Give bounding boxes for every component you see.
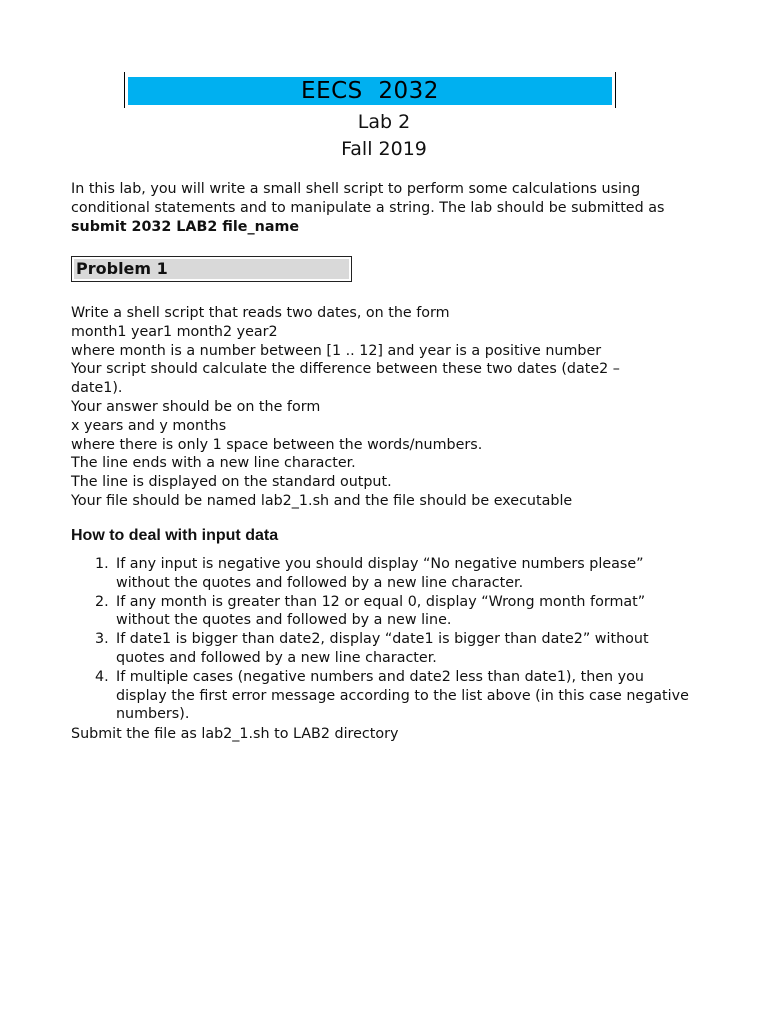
- list-item-text: If date1 is bigger than date2, display “date1 is bigger than date2” without quotes and followed by a new line character.: [116, 631, 649, 666]
- problem-line: The line is displayed on the standard output.: [71, 474, 392, 491]
- problem-line: month1 year1 month2 year2: [71, 323, 278, 340]
- list-item-number: 1.: [95, 556, 109, 572]
- problem-line: x years and y months: [71, 417, 227, 434]
- lab-number: Lab 2: [357, 111, 411, 133]
- list-item: [95, 630, 695, 668]
- problem-line: The line ends with a new line character.: [71, 455, 356, 472]
- intro-text: In this lab, you will write a small shell script to perform some calculations using conditional statements and to manipulate a string. The lab should be submitted as: [71, 181, 665, 216]
- term: Fall 2019: [341, 138, 427, 160]
- submit-instruction: Submit the file as lab2_1.sh to LAB2 directory: [71, 726, 399, 742]
- list-item: [95, 668, 695, 724]
- problem-line: where month is a number between [1 .. 12] and year is a positive number: [71, 342, 602, 359]
- banner-right-rule: [615, 72, 616, 108]
- course-banner: [124, 72, 616, 108]
- list-item-text: If any month is greater than 12 or equal 0, display “Wrong month format” without the quotes and followed by a new line.: [116, 593, 646, 629]
- submit-command: submit 2032 LAB2 file_name: [71, 218, 300, 235]
- intro-paragraph: [71, 180, 711, 236]
- problem-description: [71, 304, 711, 511]
- list-item-number: 2.: [95, 593, 109, 610]
- problem-title: Problem 1: [76, 259, 168, 278]
- input-rules-list: [95, 555, 695, 724]
- list-item: [95, 555, 695, 593]
- course-title: EECS 2032: [128, 77, 612, 105]
- list-item-number: 4.: [95, 668, 109, 685]
- list-item: [95, 593, 695, 631]
- problem-line: Your answer should be on the form: [71, 398, 321, 415]
- input-section-heading: How to deal with input data: [71, 527, 279, 544]
- problem-line: where there is only 1 space between the words/numbers.: [71, 436, 483, 453]
- list-item-number: 3.: [95, 631, 109, 648]
- problem-line: Your file should be named lab2_1.sh and the file should be executable: [71, 492, 573, 509]
- problem-heading-box: [71, 256, 352, 282]
- problem-line: date1).: [71, 380, 123, 397]
- banner-left-rule: [124, 72, 125, 108]
- problem-line: Write a shell script that reads two dates, on the form: [71, 305, 450, 321]
- list-item-text: If any input is negative you should display “No negative numbers please” without the quotes and followed by a new line character.: [116, 556, 644, 591]
- list-item-text: If multiple cases (negative numbers and date2 less than date1), then you display the first error message according to the list above (in this case negative numbers).: [116, 668, 689, 723]
- problem-line: Your script should calculate the difference between these two dates (date2 –: [71, 361, 620, 378]
